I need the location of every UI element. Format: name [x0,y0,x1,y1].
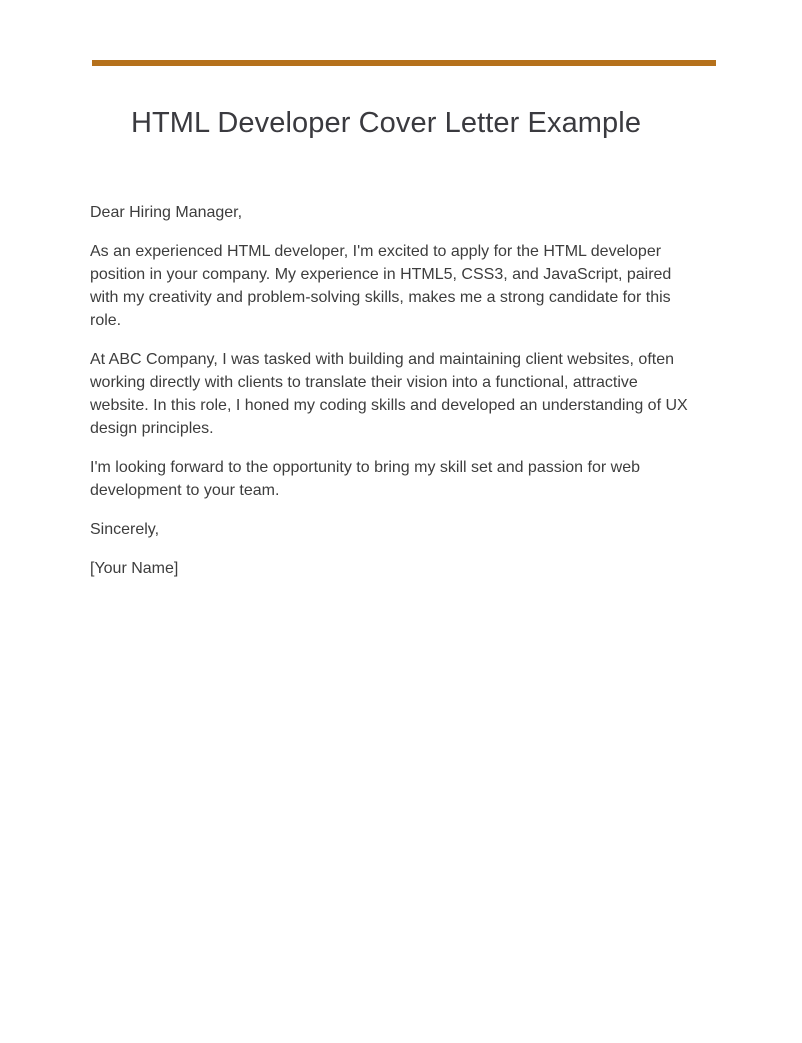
salutation: Dear Hiring Manager, [90,204,243,221]
title-accent-rule [92,60,716,66]
body-paragraph-2: At ABC Company, I was tasked with building and maintaining client websites, often working directly with clients to translate their vision into a functional, attractive website. In this role, I honed my coding skills and developed an understanding of UX design principles. [90,351,688,437]
body-paragraph-1: As an experienced HTML developer, I'm excited to apply for the HTML developer position in your company. My experience in HTML5, CSS3, and JavaScript, paired with my creativity and problem-solving skills, makes me a strong candidate for this role. [90,243,672,329]
letter-body [90,201,690,596]
closing: Sincerely, [90,521,160,538]
signature: [Your Name] [90,560,179,577]
page-title: HTML Developer Cover Letter Example [130,107,642,139]
body-paragraph-3: I'm looking forward to the opportunity to bring my skill set and passion for web development to your team. [90,459,640,499]
